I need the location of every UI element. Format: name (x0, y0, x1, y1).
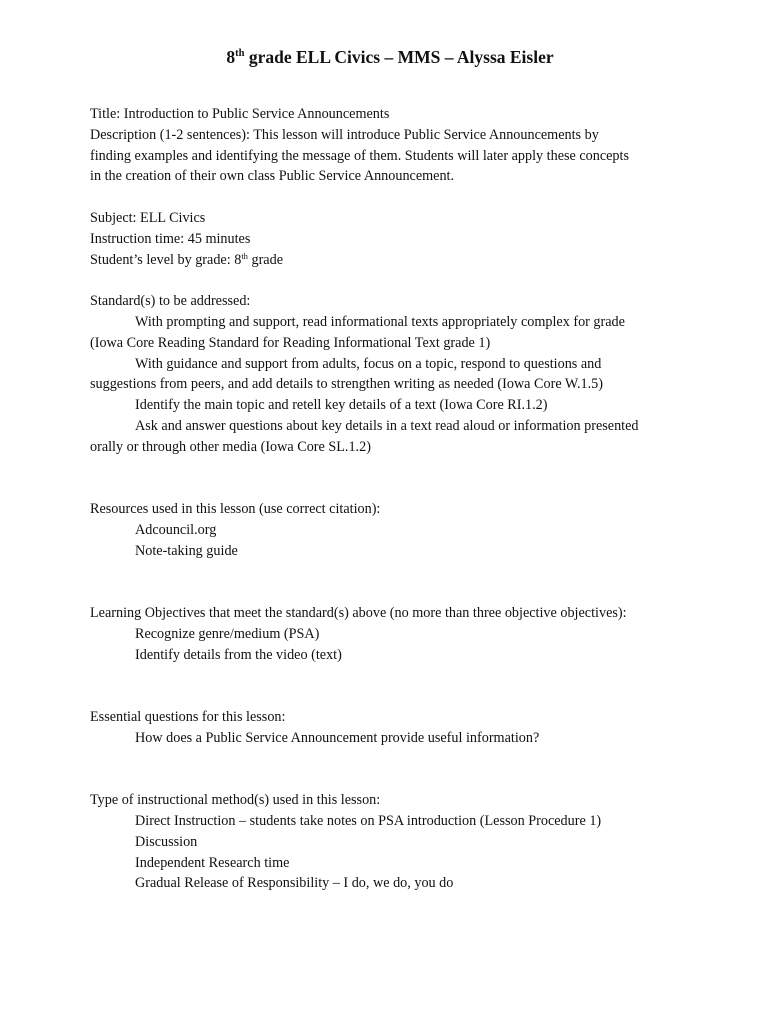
methods-heading: Type of instructional method(s) used in this lesson: (90, 792, 381, 809)
standards-heading: Standard(s) to be addressed: (90, 293, 251, 310)
standard-line: With prompting and support, read informational texts appropriately complex for grade (135, 313, 625, 330)
description-line-2: finding examples and identifying the message of them. Students will later apply these concepts (90, 147, 629, 164)
instruction-time-line: Instruction time: 45 minutes (90, 230, 251, 247)
title-text: grade ELL Civics – MMS – Alyssa Eisler (244, 47, 554, 67)
lesson-title-line: Title: Introduction to Public Service Announcements (90, 106, 390, 122)
objectives-heading: Learning Objectives that meet the standard(s) above (no more than three objective objectives): (90, 605, 627, 622)
grade-level-line (90, 250, 690, 271)
resource-item: Note-taking guide (135, 542, 238, 559)
document-page (90, 44, 690, 894)
method-item: Gradual Release of Responsibility – I do, we do, you do (135, 875, 454, 892)
grade-level-prefix: Student’s level by grade: 8 (90, 251, 242, 268)
standard-line: orally or through other media (Iowa Core SL.1.2) (90, 438, 371, 455)
title-grade-number: 8 (226, 47, 236, 67)
subject-line: Subject: ELL Civics (90, 209, 206, 226)
document-title (90, 44, 690, 70)
resource-item: Adcouncil.org (135, 521, 217, 538)
title-grade-superscript: th (235, 48, 245, 59)
standard-line: With guidance and support from adults, focus on a topic, respond to questions and (135, 355, 602, 372)
grade-level-superscript: th (241, 250, 248, 261)
method-item: Independent Research time (135, 854, 290, 871)
standard-line: Ask and answer questions about key details in a text read aloud or information presented (135, 417, 639, 434)
description-line-3: in the creation of their own class Public Service Announcement. (90, 168, 455, 185)
standard-line: Identify the main topic and retell key details of a text (Iowa Core RI.1.2) (135, 397, 548, 414)
standard-line: suggestions from peers, and add details to strengthen writing as needed (Iowa Core W.1.5) (90, 376, 603, 393)
method-item: Discussion (135, 833, 198, 850)
essential-questions-heading: Essential questions for this lesson: (90, 709, 286, 726)
grade-level-suffix: grade (247, 251, 283, 268)
method-item: Direct Instruction – students take notes on PSA introduction (Lesson Procedure 1) (135, 813, 602, 830)
objective-item: Recognize genre/medium (PSA) (135, 625, 320, 642)
objective-item: Identify details from the video (text) (135, 646, 342, 663)
resources-heading: Resources used in this lesson (use correct citation): (90, 501, 381, 518)
standard-line: (Iowa Core Reading Standard for Reading Informational Text grade 1) (90, 334, 491, 351)
description-line-1: Description (1-2 sentences): This lesson will introduce Public Service Announcements by (90, 126, 599, 143)
essential-question-item: How does a Public Service Announcement provide useful information? (135, 729, 540, 746)
